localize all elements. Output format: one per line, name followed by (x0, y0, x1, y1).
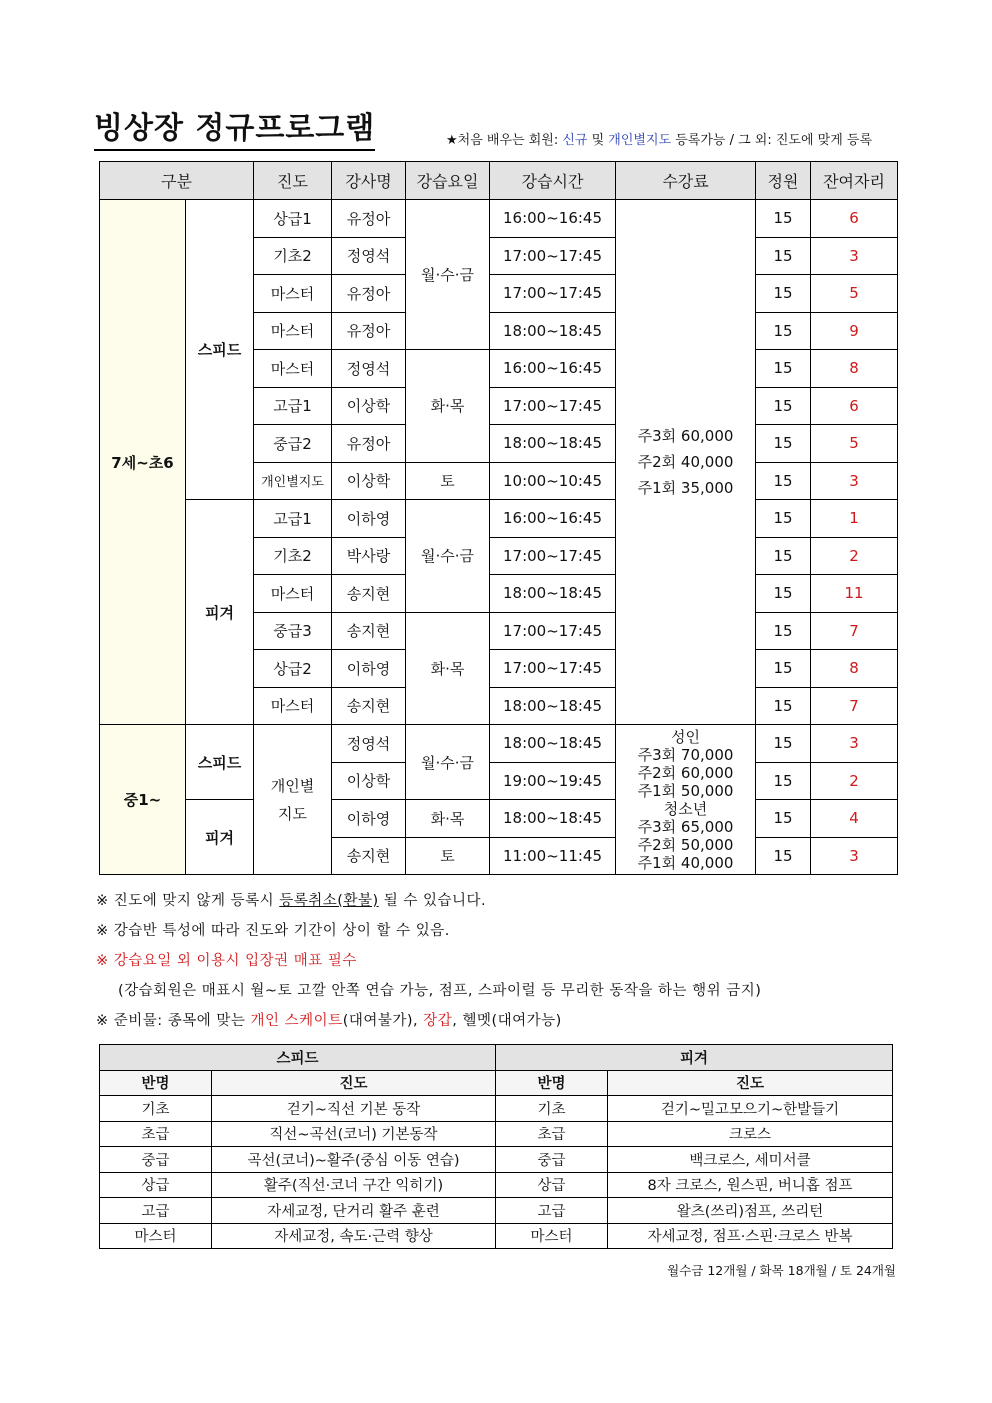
level-individual: 개인별 지도 (254, 725, 332, 875)
level-cell: 기초2 (254, 237, 332, 275)
capacity-cell: 15 (756, 387, 811, 425)
time-cell: 18:00~18:45 (490, 687, 616, 725)
teacher-cell: 정영석 (332, 725, 406, 763)
days-cell: 토 (406, 462, 490, 500)
level-cell: 마스터 (254, 575, 332, 613)
schedule-header-row (100, 162, 898, 200)
table-row (100, 800, 898, 838)
teacher-cell: 박사랑 (332, 537, 406, 575)
level-cell: 중급3 (254, 612, 332, 650)
remaining-cell: 7 (811, 612, 898, 650)
refund-text: 등록취소(환불) (279, 893, 379, 909)
days-cell: 월·수·금 (406, 500, 490, 613)
level-cell: 개인별지도 (254, 462, 332, 500)
remaining-cell: 5 (811, 425, 898, 463)
class-cell: 마스터 (496, 1223, 608, 1249)
class-cell: 초급 (100, 1121, 212, 1147)
discipline-figure: 피겨 (186, 500, 254, 725)
capacity-cell: 15 (756, 837, 811, 875)
fee-line: 주2회 60,000 (637, 763, 734, 782)
remaining-cell: 1 (811, 500, 898, 538)
class-cell: 고급 (496, 1198, 608, 1224)
level-cell: 기초2 (254, 537, 332, 575)
time-cell: 16:00~16:45 (490, 500, 616, 538)
teacher-cell: 이상학 (332, 762, 406, 800)
teacher-cell: 송지현 (332, 837, 406, 875)
speed-progress-cell: 곡선(코너)~활주(중심 이동 연습) (212, 1147, 496, 1173)
note-line: ※ 강습반 특성에 따라 진도와 기간이 상이 할 수 있음. (96, 923, 450, 939)
speed-progress-cell: 자세교정, 단거리 활주 훈련 (212, 1198, 496, 1224)
remaining-cell: 3 (811, 725, 898, 763)
note-red: 장갑 (423, 1013, 453, 1029)
remaining-cell: 3 (811, 462, 898, 500)
fee-line: 청소년 (663, 799, 708, 818)
time-cell: 17:00~17:45 (490, 275, 616, 313)
remaining-cell: 4 (811, 800, 898, 838)
fee-teens (616, 725, 756, 875)
class-cell: 기초 (496, 1096, 608, 1122)
figure-progress-cell: 왈츠(쓰리)점프, 쓰리턴 (608, 1198, 893, 1224)
days-cell: 월·수·금 (406, 725, 490, 800)
time-cell: 18:00~18:45 (490, 800, 616, 838)
remaining-cell: 3 (811, 837, 898, 875)
teacher-cell: 이하영 (332, 800, 406, 838)
header-capacity: 정원 (756, 162, 811, 200)
days-cell: 토 (406, 837, 490, 875)
note-suffix: 등록가능 / 그 외: 진도에 맞게 등록 (671, 133, 873, 148)
days-cell: 월·수·금 (406, 200, 490, 350)
col-class: 반명 (496, 1070, 608, 1096)
class-cell: 마스터 (100, 1223, 212, 1249)
col-progress: 진도 (608, 1070, 893, 1096)
speed-progress-cell: 활주(직선·코너 구간 익히기) (212, 1172, 496, 1198)
capacity-cell: 15 (756, 425, 811, 463)
level-cell: 상급1 (254, 200, 332, 238)
fee-line: 성인 (671, 727, 700, 746)
capacity-cell: 15 (756, 462, 811, 500)
time-cell: 17:00~17:45 (490, 387, 616, 425)
table-row (100, 725, 898, 763)
header-fee: 수강료 (616, 162, 756, 200)
level-header-row (100, 1070, 893, 1096)
capacity-cell: 15 (756, 275, 811, 313)
level-cell: 고급1 (254, 387, 332, 425)
capacity-cell: 15 (756, 575, 811, 613)
speed-group-title: 스피드 (100, 1045, 496, 1071)
table-row (100, 500, 898, 538)
time-cell: 10:00~10:45 (490, 462, 616, 500)
fee-line: 주1회 35,000 (637, 479, 734, 497)
teacher-cell: 이상학 (332, 462, 406, 500)
capacity-cell: 15 (756, 762, 811, 800)
speed-progress-cell: 자세교정, 속도·근력 향상 (212, 1223, 496, 1249)
class-cell: 고급 (100, 1198, 212, 1224)
level-cell: 상급2 (254, 650, 332, 688)
figure-progress-cell: 자세교정, 점프·스핀·크로스 반복 (608, 1223, 893, 1249)
table-row (100, 1223, 893, 1249)
discipline-figure: 피겨 (186, 800, 254, 875)
remaining-cell: 6 (811, 387, 898, 425)
fee-line: 주2회 40,000 (637, 453, 734, 471)
fee-line: 주3회 70,000 (637, 745, 734, 764)
note-and: 및 (587, 133, 609, 148)
note-line (96, 886, 916, 916)
teacher-cell: 정영석 (332, 350, 406, 388)
time-cell: 16:00~16:45 (490, 350, 616, 388)
capacity-cell: 15 (756, 537, 811, 575)
note-line: ※ 강습요일 외 이용시 입장권 매표 필수 (96, 953, 357, 969)
header-teacher: 강사명 (332, 162, 406, 200)
class-cell: 중급 (496, 1147, 608, 1173)
teacher-cell: 유정아 (332, 312, 406, 350)
note-text: ※ 준비물: 종목에 맞는 (96, 1013, 251, 1029)
figure-progress-cell: 8자 크로스, 원스핀, 버니홉 점프 (608, 1172, 893, 1198)
header-remaining: 잔여자리 (811, 162, 898, 200)
col-class: 반명 (100, 1070, 212, 1096)
note-prefix: ★처음 배우는 회원: (446, 133, 563, 148)
speed-progress-cell: 직선~곡선(코너) 기본동작 (212, 1121, 496, 1147)
level-cell: 중급2 (254, 425, 332, 463)
capacity-cell: 15 (756, 500, 811, 538)
teacher-cell: 이하영 (332, 650, 406, 688)
col-progress: 진도 (212, 1070, 496, 1096)
remaining-cell: 7 (811, 687, 898, 725)
time-cell: 16:00~16:45 (490, 200, 616, 238)
note-text: ※ 진도에 맞지 않게 등록시 (96, 893, 280, 909)
fee-line: 주3회 65,000 (637, 817, 734, 836)
figure-progress-cell: 백크로스, 세미서클 (608, 1147, 893, 1173)
level-table (99, 1044, 893, 1249)
level-cell: 마스터 (254, 687, 332, 725)
table-row (100, 1198, 893, 1224)
header-time: 강습시간 (490, 162, 616, 200)
time-cell: 18:00~18:45 (490, 725, 616, 763)
remaining-cell: 2 (811, 537, 898, 575)
time-cell: 18:00~18:45 (490, 425, 616, 463)
discipline-speed: 스피드 (186, 200, 254, 500)
teacher-cell: 정영석 (332, 237, 406, 275)
note-line: (강습회원은 매표시 월~토 고깔 안쪽 연습 가능, 점프, 스파이럴 등 무리한 동작을 하는 행위 금지) (118, 983, 762, 999)
teacher-cell: 송지현 (332, 612, 406, 650)
teacher-cell: 이상학 (332, 387, 406, 425)
table-row (100, 200, 898, 238)
teacher-cell: 송지현 (332, 575, 406, 613)
remaining-cell: 2 (811, 762, 898, 800)
note-line (96, 1006, 916, 1036)
table-row (100, 1172, 893, 1198)
note-individual: 개인별지도 (608, 133, 672, 148)
page-title: 빙상장 정규프로그램 (94, 110, 375, 151)
remaining-cell: 6 (811, 200, 898, 238)
teacher-cell: 이하영 (332, 500, 406, 538)
table-row (100, 1147, 893, 1173)
level-cell: 마스터 (254, 275, 332, 313)
time-cell: 19:00~19:45 (490, 762, 616, 800)
teacher-cell: 유정아 (332, 200, 406, 238)
teacher-cell: 송지현 (332, 687, 406, 725)
note-text: 될 수 있습니다. (378, 893, 487, 909)
class-cell: 초급 (496, 1121, 608, 1147)
capacity-cell: 15 (756, 612, 811, 650)
capacity-cell: 15 (756, 725, 811, 763)
header-days: 강습요일 (406, 162, 490, 200)
level-group-row (100, 1045, 893, 1071)
remaining-cell: 5 (811, 275, 898, 313)
time-cell: 17:00~17:45 (490, 650, 616, 688)
fee-kids (616, 200, 756, 725)
class-cell: 상급 (100, 1172, 212, 1198)
fee-line: 주1회 50,000 (637, 781, 734, 800)
days-cell: 화·목 (406, 800, 490, 838)
level-cell: 마스터 (254, 350, 332, 388)
capacity-cell: 15 (756, 200, 811, 238)
time-cell: 18:00~18:45 (490, 312, 616, 350)
figure-progress-cell: 걷기~밀고모으기~한발들기 (608, 1096, 893, 1122)
level-cell: 고급1 (254, 500, 332, 538)
time-cell: 17:00~17:45 (490, 537, 616, 575)
notes-section (96, 886, 916, 1036)
time-cell: 18:00~18:45 (490, 575, 616, 613)
speed-progress-cell: 걷기~직선 기본 동작 (212, 1096, 496, 1122)
fee-line: 주1회 40,000 (637, 853, 734, 872)
table-row (100, 1121, 893, 1147)
note-new: 신규 (562, 133, 588, 148)
remaining-cell: 11 (811, 575, 898, 613)
capacity-cell: 15 (756, 800, 811, 838)
fee-line: 주2회 50,000 (637, 835, 734, 854)
capacity-cell: 15 (756, 237, 811, 275)
remaining-cell: 9 (811, 312, 898, 350)
figure-progress-cell: 크로스 (608, 1121, 893, 1147)
header-level: 진도 (254, 162, 332, 200)
capacity-cell: 15 (756, 650, 811, 688)
figure-group-title: 피겨 (496, 1045, 893, 1071)
class-cell: 상급 (496, 1172, 608, 1198)
schedule-table (99, 161, 898, 875)
note-red: 개인 스케이트 (250, 1013, 343, 1029)
level-cell: 마스터 (254, 312, 332, 350)
note-text: (대여불가), (342, 1013, 424, 1029)
age-group-teens: 중1~ (100, 725, 186, 875)
remaining-cell: 8 (811, 350, 898, 388)
fee-line: 주3회 60,000 (637, 427, 734, 445)
class-cell: 중급 (100, 1147, 212, 1173)
days-cell: 화·목 (406, 350, 490, 463)
header-category: 구분 (100, 162, 254, 200)
time-cell: 11:00~11:45 (490, 837, 616, 875)
time-cell: 17:00~17:45 (490, 237, 616, 275)
class-cell: 기초 (100, 1096, 212, 1122)
capacity-cell: 15 (756, 312, 811, 350)
discipline-speed: 스피드 (186, 725, 254, 800)
teacher-cell: 유정아 (332, 275, 406, 313)
registration-note (446, 129, 872, 148)
table-row (100, 1096, 893, 1122)
remaining-cell: 8 (811, 650, 898, 688)
remaining-cell: 3 (811, 237, 898, 275)
time-cell: 17:00~17:45 (490, 612, 616, 650)
teacher-cell: 유정아 (332, 425, 406, 463)
capacity-cell: 15 (756, 350, 811, 388)
note-text: , 헬멧(대여가능) (452, 1013, 562, 1029)
duration-footer: 월수금 12개월 / 화목 18개월 / 토 24개월 (667, 1263, 896, 1278)
days-cell: 화·목 (406, 612, 490, 725)
age-group-kids: 7세~초6 (100, 200, 186, 725)
capacity-cell: 15 (756, 687, 811, 725)
